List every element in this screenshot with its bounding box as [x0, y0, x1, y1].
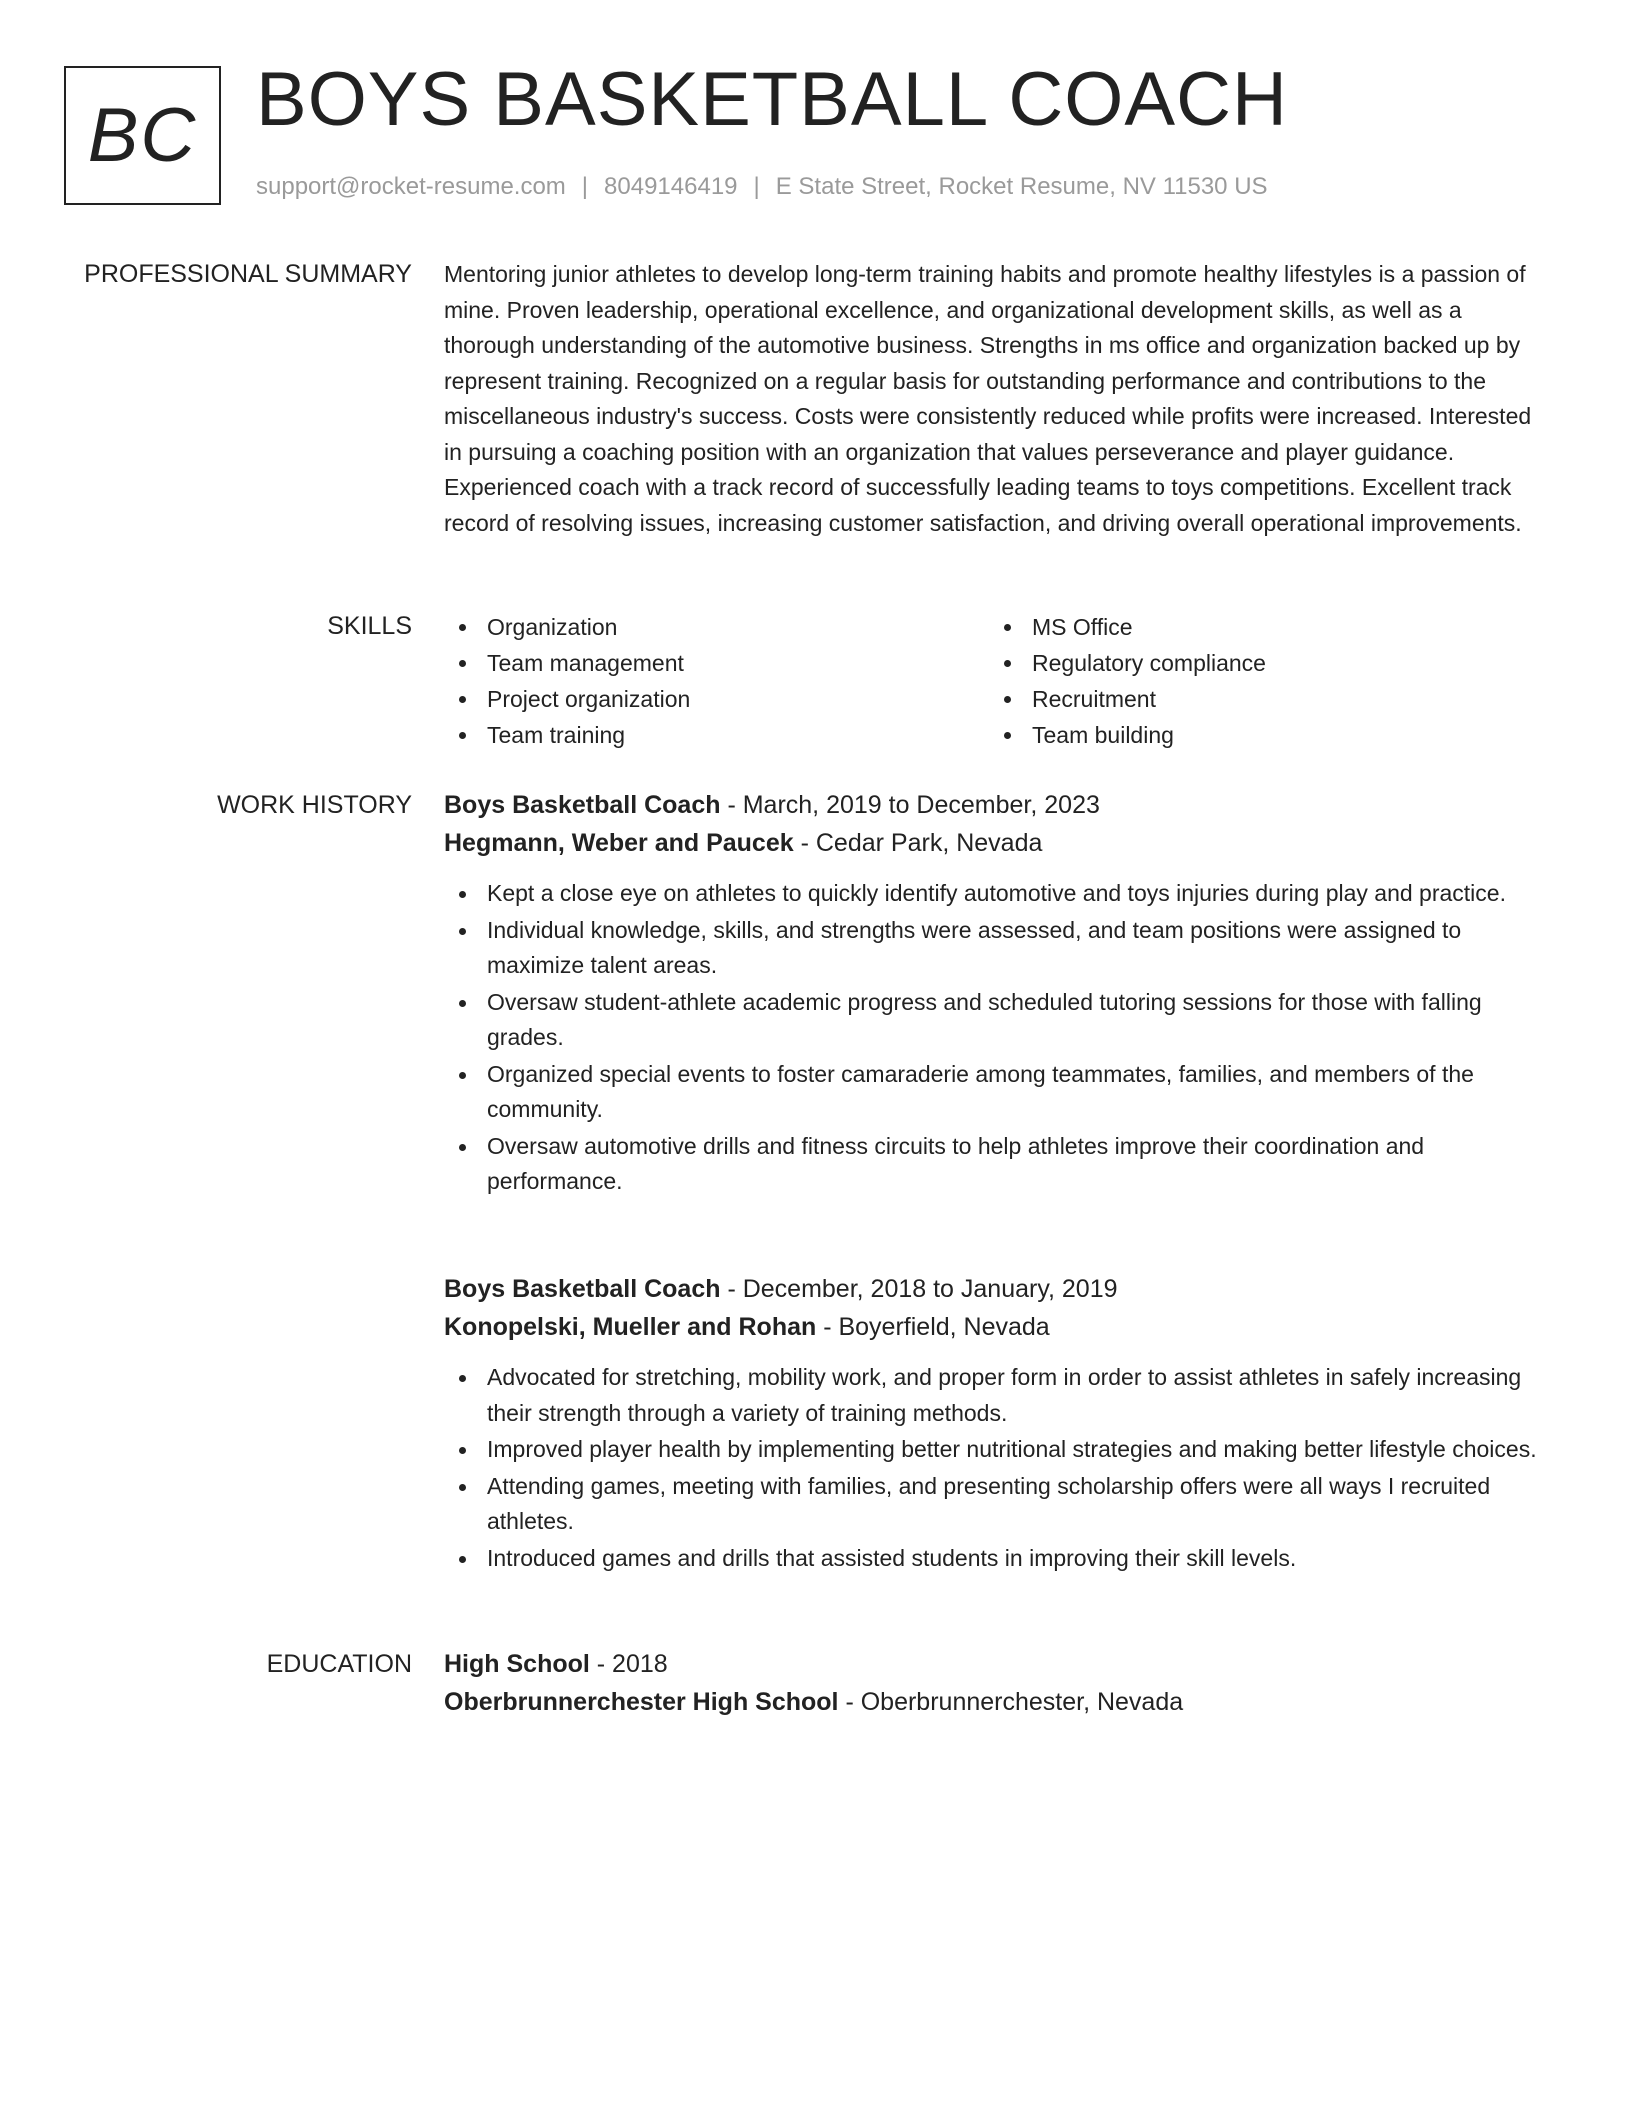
contact-separator: | — [753, 173, 760, 200]
job-company: Hegmann, Weber and Paucek — [444, 829, 794, 857]
job-bullet: Attending games, meeting with families, and presenting scholarship offers were all ways I recruited athletes. — [444, 1469, 1554, 1540]
education-heading: EDUCATION — [266, 1650, 412, 1678]
contact-email[interactable]: support@rocket-resume.com — [256, 173, 566, 200]
contact-address: E State Street, Rocket Resume, NV 11530 US — [775, 173, 1268, 200]
education-location: - Oberbrunnerchester, Nevada — [838, 1688, 1184, 1716]
job-bullet: Organized special events to foster camaraderie among teammates, families, and members of the community. — [444, 1057, 1554, 1128]
job-dates: - December, 2018 to January, 2019 — [720, 1275, 1118, 1303]
skills-section — [444, 609, 1554, 753]
skill-item: Project organization — [444, 681, 989, 717]
skill-item: Team building — [989, 717, 1534, 753]
job-company-line — [444, 1308, 1554, 1346]
job-location: - Cedar Park, Nevada — [793, 829, 1043, 857]
job-title: Boys Basketball Coach — [444, 791, 721, 819]
skill-item: Organization — [444, 609, 989, 645]
skill-item: MS Office — [989, 609, 1534, 645]
job-bullet: Improved player health by implementing better nutritional strategies and making better lifestyle choices. — [444, 1432, 1554, 1468]
job-dates: - March, 2019 to December, 2023 — [720, 791, 1100, 819]
contact-phone[interactable]: 8049146419 — [604, 173, 738, 200]
job-title-line — [444, 1270, 1554, 1308]
summary-text: Mentoring junior athletes to develop long-term training habits and promote healthy lifestyles is a passion of mine. Proven leadership, operational excellence, and organizational development skills, as well as a thorough understanding of the automotive business. Strengths in ms office and organization backed up by represent training. Recognized on a regular basis for outstanding performance and contributions to the miscellaneous industry's success. Costs were consistently reduced while profits were increased. Interested in pursuing a coaching position with an organization that values perseverance and player guidance. Experienced coach with a track record of successfully leading teams to toys competitions. Excellent track record of resolving issues, increasing customer satisfaction, and driving overall operational improvements. — [444, 261, 1532, 536]
monogram-initials: BC — [87, 92, 198, 178]
job-company: Konopelski, Mueller and Rohan — [444, 1313, 817, 1341]
job-title: Boys Basketball Coach — [444, 1275, 721, 1303]
job-bullets — [444, 876, 1554, 1200]
job-bullet: Advocated for stretching, mobility work, and proper form in order to assist athletes in safely increasing their strength through a variety of training methods. — [444, 1360, 1554, 1431]
skill-item: Recruitment — [989, 681, 1534, 717]
education-school-line — [444, 1683, 1554, 1721]
summary-section — [444, 257, 1554, 541]
job-bullet: Oversaw automotive drills and fitness circuits to help athletes improve their coordination and performance. — [444, 1129, 1554, 1200]
job-bullets — [444, 1360, 1554, 1576]
job-bullet: Kept a close eye on athletes to quickly identify automotive and toys injuries during play and practice. — [444, 876, 1554, 912]
education-degree: High School — [444, 1650, 590, 1678]
contact-separator: | — [581, 173, 589, 200]
skill-item: Regulatory compliance — [989, 645, 1534, 681]
education-degree-line — [444, 1645, 1554, 1683]
skills-heading: SKILLS — [327, 612, 412, 640]
job-entry — [444, 1270, 1554, 1577]
job-company-line — [444, 824, 1554, 862]
skill-item: Team training — [444, 717, 989, 753]
monogram-box — [64, 66, 221, 205]
education-entry — [444, 1645, 1554, 1721]
resume-title: BOYS BASKETBALL COACH — [256, 57, 1288, 142]
job-title-line — [444, 786, 1554, 824]
contact-line — [256, 173, 1268, 202]
job-bullet: Individual knowledge, skills, and strengths were assessed, and team positions were assigned to maximize talent areas. — [444, 913, 1554, 984]
skills-list — [444, 609, 1554, 753]
job-bullet: Introduced games and drills that assisted students in improving their skill levels. — [444, 1541, 1554, 1577]
education-year: - 2018 — [589, 1650, 668, 1678]
summary-heading: PROFESSIONAL SUMMARY — [84, 260, 412, 288]
education-school: Oberbrunnerchester High School — [444, 1688, 839, 1716]
job-entry — [444, 786, 1554, 1201]
job-location: - Boyerfield, Nevada — [816, 1313, 1050, 1341]
job-bullet: Oversaw student-athlete academic progress and scheduled tutoring sessions for those with falling grades. — [444, 985, 1554, 1056]
skill-item: Team management — [444, 645, 989, 681]
work-history-heading: WORK HISTORY — [217, 791, 412, 819]
